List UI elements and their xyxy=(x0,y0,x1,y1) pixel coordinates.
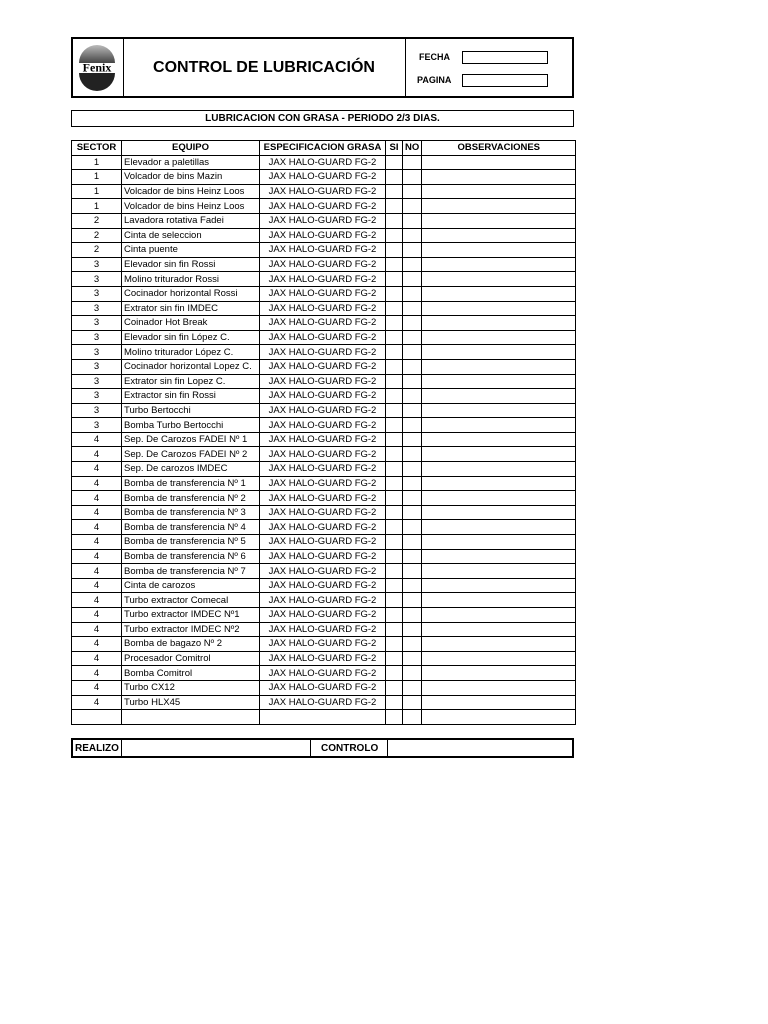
cell-no[interactable] xyxy=(403,710,422,725)
cell-sector: 4 xyxy=(72,680,122,695)
cell-no[interactable] xyxy=(403,535,422,550)
header-no: NO xyxy=(403,141,422,156)
cell-observaciones[interactable] xyxy=(422,680,576,695)
cell-si[interactable] xyxy=(386,374,403,389)
table-row xyxy=(72,535,576,550)
cell-especificacion: JAX HALO-GUARD FG-2 xyxy=(260,651,386,666)
cell-no[interactable] xyxy=(403,695,422,710)
table-row xyxy=(72,680,576,695)
cell-si[interactable] xyxy=(386,447,403,462)
cell-no[interactable] xyxy=(403,403,422,418)
cell-especificacion: JAX HALO-GUARD FG-2 xyxy=(260,695,386,710)
cell-observaciones[interactable] xyxy=(422,564,576,579)
table-row xyxy=(72,491,576,506)
cell-especificacion: JAX HALO-GUARD FG-2 xyxy=(260,608,386,623)
table-row xyxy=(72,432,576,447)
cell-si[interactable] xyxy=(386,651,403,666)
cell-sector: 3 xyxy=(72,286,122,301)
table-row xyxy=(72,637,576,652)
table-row xyxy=(72,593,576,608)
header-observaciones: OBSERVACIONES xyxy=(422,141,576,156)
cell-si[interactable] xyxy=(386,520,403,535)
table-row xyxy=(72,257,576,272)
cell-equipo: Cocinador horizontal Lopez C. xyxy=(122,359,260,374)
cell-especificacion: JAX HALO-GUARD FG-2 xyxy=(260,418,386,433)
cell-observaciones[interactable] xyxy=(422,257,576,272)
cell-no[interactable] xyxy=(403,447,422,462)
cell-si[interactable] xyxy=(386,432,403,447)
cell-sector: 3 xyxy=(72,316,122,331)
controlo-field[interactable] xyxy=(388,740,572,756)
cell-equipo: Bomba de transferencia Nº 3 xyxy=(122,505,260,520)
cell-sector: 4 xyxy=(72,564,122,579)
table-row xyxy=(72,374,576,389)
cell-no[interactable] xyxy=(403,184,422,199)
cell-especificacion: JAX HALO-GUARD FG-2 xyxy=(260,184,386,199)
cell-sector: 1 xyxy=(72,170,122,185)
lubrication-table xyxy=(71,140,576,725)
cell-sector: 4 xyxy=(72,476,122,491)
cell-equipo: Turbo HLX45 xyxy=(122,695,260,710)
cell-sector: 4 xyxy=(72,578,122,593)
cell-observaciones[interactable] xyxy=(422,710,576,725)
cell-observaciones[interactable] xyxy=(422,330,576,345)
table-row xyxy=(72,476,576,491)
cell-sector: 1 xyxy=(72,184,122,199)
cell-equipo: Extrator sin fin Lopez C. xyxy=(122,374,260,389)
cell-sector: 3 xyxy=(72,330,122,345)
cell-sector: 3 xyxy=(72,359,122,374)
cell-sector: 4 xyxy=(72,505,122,520)
cell-si[interactable] xyxy=(386,272,403,287)
header-equipo: EQUIPO xyxy=(122,141,260,156)
fecha-label: FECHA xyxy=(419,52,450,62)
cell-no[interactable] xyxy=(403,345,422,360)
cell-no[interactable] xyxy=(403,462,422,477)
cell-equipo: Turbo extractor IMDEC Nº2 xyxy=(122,622,260,637)
cell-no[interactable] xyxy=(403,418,422,433)
cell-observaciones[interactable] xyxy=(422,243,576,258)
cell-especificacion: JAX HALO-GUARD FG-2 xyxy=(260,301,386,316)
cell-equipo: Volcador de bins Mazin xyxy=(122,170,260,185)
cell-equipo: Molino triturador López C. xyxy=(122,345,260,360)
cell-no[interactable] xyxy=(403,257,422,272)
cell-si[interactable] xyxy=(386,213,403,228)
cell-no[interactable] xyxy=(403,666,422,681)
cell-observaciones[interactable] xyxy=(422,578,576,593)
cell-equipo: Sep. De Carozos FADEI Nº 1 xyxy=(122,432,260,447)
cell-si[interactable] xyxy=(386,155,403,170)
cell-especificacion: JAX HALO-GUARD FG-2 xyxy=(260,593,386,608)
cell-si[interactable] xyxy=(386,330,403,345)
cell-no[interactable] xyxy=(403,608,422,623)
cell-observaciones[interactable] xyxy=(422,403,576,418)
cell-sector: 3 xyxy=(72,374,122,389)
cell-equipo: Bomba de transferencia Nº 7 xyxy=(122,564,260,579)
cell-especificacion: JAX HALO-GUARD FG-2 xyxy=(260,170,386,185)
cell-especificacion xyxy=(260,710,386,725)
cell-sector: 3 xyxy=(72,257,122,272)
cell-especificacion: JAX HALO-GUARD FG-2 xyxy=(260,272,386,287)
cell-no[interactable] xyxy=(403,389,422,404)
cell-observaciones[interactable] xyxy=(422,535,576,550)
cell-equipo: Bomba Turbo Bertocchi xyxy=(122,418,260,433)
cell-equipo: Turbo CX12 xyxy=(122,680,260,695)
cell-especificacion: JAX HALO-GUARD FG-2 xyxy=(260,243,386,258)
cell-no[interactable] xyxy=(403,155,422,170)
table-row xyxy=(72,389,576,404)
table-row xyxy=(72,345,576,360)
cell-observaciones[interactable] xyxy=(422,622,576,637)
cell-observaciones[interactable] xyxy=(422,213,576,228)
cell-observaciones[interactable] xyxy=(422,199,576,214)
cell-sector: 4 xyxy=(72,593,122,608)
fenix-logo-icon xyxy=(73,39,121,96)
table-row xyxy=(72,330,576,345)
table-row xyxy=(72,243,576,258)
signature-footer xyxy=(71,738,574,758)
cell-observaciones[interactable] xyxy=(422,462,576,477)
table-row xyxy=(72,403,576,418)
footer-divider xyxy=(310,740,311,756)
cell-si[interactable] xyxy=(386,564,403,579)
cell-equipo: Molino triturador Rossi xyxy=(122,272,260,287)
cell-no[interactable] xyxy=(403,199,422,214)
cell-especificacion: JAX HALO-GUARD FG-2 xyxy=(260,462,386,477)
table-row xyxy=(72,651,576,666)
cell-equipo: Turbo extractor Comecal xyxy=(122,593,260,608)
cell-si[interactable] xyxy=(386,389,403,404)
cell-no[interactable] xyxy=(403,491,422,506)
cell-equipo: Cinta de carozos xyxy=(122,578,260,593)
cell-equipo: Volcador de bins Heinz Loos xyxy=(122,184,260,199)
cell-equipo: Bomba de transferencia Nº 1 xyxy=(122,476,260,491)
cell-especificacion: JAX HALO-GUARD FG-2 xyxy=(260,549,386,564)
table-row xyxy=(72,155,576,170)
cell-sector xyxy=(72,710,122,725)
cell-equipo: Turbo extractor IMDEC Nº1 xyxy=(122,608,260,623)
cell-especificacion: JAX HALO-GUARD FG-2 xyxy=(260,345,386,360)
cell-especificacion: JAX HALO-GUARD FG-2 xyxy=(260,359,386,374)
cell-equipo: Turbo Bertocchi xyxy=(122,403,260,418)
table-row xyxy=(72,462,576,477)
cell-observaciones[interactable] xyxy=(422,228,576,243)
cell-sector: 4 xyxy=(72,666,122,681)
cell-equipo: Elevador sin fin Rossi xyxy=(122,257,260,272)
cell-observaciones[interactable] xyxy=(422,418,576,433)
cell-sector: 3 xyxy=(72,345,122,360)
cell-no[interactable] xyxy=(403,272,422,287)
cell-equipo: Elevador sin fin López C. xyxy=(122,330,260,345)
cell-equipo: Sep. De Carozos FADEI Nº 2 xyxy=(122,447,260,462)
cell-especificacion: JAX HALO-GUARD FG-2 xyxy=(260,505,386,520)
cell-si[interactable] xyxy=(386,666,403,681)
cell-si[interactable] xyxy=(386,695,403,710)
cell-observaciones[interactable] xyxy=(422,184,576,199)
cell-no[interactable] xyxy=(403,549,422,564)
cell-si[interactable] xyxy=(386,286,403,301)
header-block xyxy=(71,37,574,98)
table-row xyxy=(72,578,576,593)
table-header-row xyxy=(72,141,576,156)
realizo-field[interactable] xyxy=(122,740,310,756)
cell-sector: 3 xyxy=(72,272,122,287)
cell-observaciones[interactable] xyxy=(422,155,576,170)
table-row xyxy=(72,170,576,185)
cell-equipo: Sep. De carozos IMDEC xyxy=(122,462,260,477)
table-row xyxy=(72,549,576,564)
cell-no[interactable] xyxy=(403,637,422,652)
cell-sector: 3 xyxy=(72,418,122,433)
cell-si[interactable] xyxy=(386,608,403,623)
cell-sector: 1 xyxy=(72,155,122,170)
fecha-field[interactable] xyxy=(462,51,548,64)
cell-no[interactable] xyxy=(403,593,422,608)
cell-sector: 3 xyxy=(72,389,122,404)
cell-sector: 2 xyxy=(72,213,122,228)
cell-sector: 4 xyxy=(72,432,122,447)
table-row xyxy=(72,520,576,535)
header-si: SI xyxy=(386,141,403,156)
cell-no[interactable] xyxy=(403,243,422,258)
cell-especificacion: JAX HALO-GUARD FG-2 xyxy=(260,680,386,695)
cell-observaciones[interactable] xyxy=(422,170,576,185)
cell-equipo: Extrator sin fin IMDEC xyxy=(122,301,260,316)
table-row xyxy=(72,286,576,301)
cell-especificacion: JAX HALO-GUARD FG-2 xyxy=(260,666,386,681)
cell-si[interactable] xyxy=(386,243,403,258)
cell-sector: 4 xyxy=(72,695,122,710)
table-row xyxy=(72,359,576,374)
cell-especificacion: JAX HALO-GUARD FG-2 xyxy=(260,564,386,579)
cell-equipo: Bomba de transferencia Nº 4 xyxy=(122,520,260,535)
cell-si[interactable] xyxy=(386,462,403,477)
cell-si[interactable] xyxy=(386,301,403,316)
cell-equipo: Extractor sin fin Rossi xyxy=(122,389,260,404)
cell-sector: 2 xyxy=(72,228,122,243)
cell-especificacion: JAX HALO-GUARD FG-2 xyxy=(260,330,386,345)
cell-observaciones[interactable] xyxy=(422,549,576,564)
cell-equipo: Coinador Hot Break xyxy=(122,316,260,331)
page-title: CONTROL DE LUBRICACIÓN xyxy=(123,39,406,96)
cell-especificacion: JAX HALO-GUARD FG-2 xyxy=(260,286,386,301)
cell-sector: 4 xyxy=(72,462,122,477)
table-row xyxy=(72,199,576,214)
cell-no[interactable] xyxy=(403,680,422,695)
cell-no[interactable] xyxy=(403,316,422,331)
cell-no[interactable] xyxy=(403,651,422,666)
cell-si[interactable] xyxy=(386,170,403,185)
table-row xyxy=(72,710,576,725)
cell-especificacion: JAX HALO-GUARD FG-2 xyxy=(260,432,386,447)
logo-text: Fenix xyxy=(82,60,112,75)
cell-sector: 4 xyxy=(72,447,122,462)
cell-especificacion: JAX HALO-GUARD FG-2 xyxy=(260,199,386,214)
cell-no[interactable] xyxy=(403,301,422,316)
cell-si[interactable] xyxy=(386,199,403,214)
cell-equipo xyxy=(122,710,260,725)
cell-no[interactable] xyxy=(403,170,422,185)
cell-si[interactable] xyxy=(386,622,403,637)
cell-equipo: Bomba de transferencia Nº 6 xyxy=(122,549,260,564)
cell-si[interactable] xyxy=(386,257,403,272)
cell-especificacion: JAX HALO-GUARD FG-2 xyxy=(260,491,386,506)
cell-observaciones[interactable] xyxy=(422,608,576,623)
cell-sector: 2 xyxy=(72,243,122,258)
header-sector: SECTOR xyxy=(72,141,122,156)
table-row xyxy=(72,695,576,710)
cell-observaciones[interactable] xyxy=(422,389,576,404)
cell-sector: 4 xyxy=(72,549,122,564)
cell-especificacion: JAX HALO-GUARD FG-2 xyxy=(260,374,386,389)
cell-si[interactable] xyxy=(386,228,403,243)
cell-especificacion: JAX HALO-GUARD FG-2 xyxy=(260,535,386,550)
cell-equipo: Cinta de seleccion xyxy=(122,228,260,243)
table-row xyxy=(72,418,576,433)
cell-observaciones[interactable] xyxy=(422,520,576,535)
table-row xyxy=(72,184,576,199)
table-row xyxy=(72,608,576,623)
cell-observaciones[interactable] xyxy=(422,432,576,447)
cell-no[interactable] xyxy=(403,432,422,447)
cell-especificacion: JAX HALO-GUARD FG-2 xyxy=(260,447,386,462)
cell-especificacion: JAX HALO-GUARD FG-2 xyxy=(260,155,386,170)
cell-no[interactable] xyxy=(403,213,422,228)
cell-si[interactable] xyxy=(386,345,403,360)
table-row xyxy=(72,213,576,228)
cell-especificacion: JAX HALO-GUARD FG-2 xyxy=(260,520,386,535)
cell-si[interactable] xyxy=(386,549,403,564)
cell-no[interactable] xyxy=(403,564,422,579)
cell-si[interactable] xyxy=(386,710,403,725)
cell-equipo: Volcador de bins Heinz Loos xyxy=(122,199,260,214)
pagina-label: PAGINA xyxy=(417,75,452,85)
cell-observaciones[interactable] xyxy=(422,666,576,681)
cell-si[interactable] xyxy=(386,476,403,491)
cell-no[interactable] xyxy=(403,374,422,389)
cell-equipo: Bomba Comitrol xyxy=(122,666,260,681)
cell-equipo: Procesador Comitrol xyxy=(122,651,260,666)
cell-observaciones[interactable] xyxy=(422,447,576,462)
cell-equipo: Bomba de bagazo Nº 2 xyxy=(122,637,260,652)
pagina-field[interactable] xyxy=(462,74,548,87)
cell-especificacion: JAX HALO-GUARD FG-2 xyxy=(260,257,386,272)
table-row xyxy=(72,564,576,579)
cell-equipo: Bomba de transferencia Nº 5 xyxy=(122,535,260,550)
realizo-label: REALIZO xyxy=(75,742,119,754)
cell-sector: 4 xyxy=(72,520,122,535)
cell-especificacion: JAX HALO-GUARD FG-2 xyxy=(260,637,386,652)
cell-observaciones[interactable] xyxy=(422,345,576,360)
cell-equipo: Cinta puente xyxy=(122,243,260,258)
cell-sector: 4 xyxy=(72,651,122,666)
cell-no[interactable] xyxy=(403,505,422,520)
table-row xyxy=(72,622,576,637)
cell-no[interactable] xyxy=(403,578,422,593)
cell-si[interactable] xyxy=(386,637,403,652)
cell-si[interactable] xyxy=(386,593,403,608)
table-row xyxy=(72,447,576,462)
cell-si[interactable] xyxy=(386,184,403,199)
cell-especificacion: JAX HALO-GUARD FG-2 xyxy=(260,622,386,637)
cell-observaciones[interactable] xyxy=(422,476,576,491)
cell-si[interactable] xyxy=(386,505,403,520)
cell-observaciones[interactable] xyxy=(422,359,576,374)
cell-observaciones[interactable] xyxy=(422,505,576,520)
cell-si[interactable] xyxy=(386,418,403,433)
header-especificacion: ESPECIFICACION GRASA xyxy=(260,141,386,156)
cell-no[interactable] xyxy=(403,622,422,637)
cell-observaciones[interactable] xyxy=(422,286,576,301)
table-row xyxy=(72,228,576,243)
cell-no[interactable] xyxy=(403,228,422,243)
table-row xyxy=(72,316,576,331)
cell-sector: 4 xyxy=(72,491,122,506)
cell-observaciones[interactable] xyxy=(422,593,576,608)
cell-equipo: Lavadora rotativa Fadei xyxy=(122,213,260,228)
cell-sector: 4 xyxy=(72,535,122,550)
cell-si[interactable] xyxy=(386,578,403,593)
cell-observaciones[interactable] xyxy=(422,637,576,652)
cell-sector: 4 xyxy=(72,637,122,652)
cell-especificacion: JAX HALO-GUARD FG-2 xyxy=(260,316,386,331)
cell-sector: 4 xyxy=(72,608,122,623)
table-row xyxy=(72,505,576,520)
cell-si[interactable] xyxy=(386,316,403,331)
cell-no[interactable] xyxy=(403,476,422,491)
cell-especificacion: JAX HALO-GUARD FG-2 xyxy=(260,389,386,404)
table-row xyxy=(72,272,576,287)
cell-observaciones[interactable] xyxy=(422,374,576,389)
cell-sector: 3 xyxy=(72,301,122,316)
cell-observaciones[interactable] xyxy=(422,491,576,506)
cell-observaciones[interactable] xyxy=(422,651,576,666)
cell-sector: 3 xyxy=(72,403,122,418)
cell-si[interactable] xyxy=(386,491,403,506)
cell-sector: 4 xyxy=(72,622,122,637)
table-row xyxy=(72,666,576,681)
cell-observaciones[interactable] xyxy=(422,316,576,331)
cell-no[interactable] xyxy=(403,520,422,535)
cell-equipo: Cocinador horizontal Rossi xyxy=(122,286,260,301)
cell-no[interactable] xyxy=(403,359,422,374)
cell-sector: 1 xyxy=(72,199,122,214)
cell-especificacion: JAX HALO-GUARD FG-2 xyxy=(260,228,386,243)
cell-especificacion: JAX HALO-GUARD FG-2 xyxy=(260,476,386,491)
cell-si[interactable] xyxy=(386,535,403,550)
cell-si[interactable] xyxy=(386,403,403,418)
controlo-label: CONTROLO xyxy=(321,742,379,754)
cell-observaciones[interactable] xyxy=(422,272,576,287)
cell-especificacion: JAX HALO-GUARD FG-2 xyxy=(260,578,386,593)
cell-equipo: Elevador a paletillas xyxy=(122,155,260,170)
cell-equipo: Bomba de transferencia Nº 2 xyxy=(122,491,260,506)
cell-observaciones[interactable] xyxy=(422,695,576,710)
cell-especificacion: JAX HALO-GUARD FG-2 xyxy=(260,403,386,418)
cell-especificacion: JAX HALO-GUARD FG-2 xyxy=(260,213,386,228)
cell-observaciones[interactable] xyxy=(422,301,576,316)
table-row xyxy=(72,301,576,316)
cell-no[interactable] xyxy=(403,286,422,301)
company-logo xyxy=(73,39,124,96)
cell-si[interactable] xyxy=(386,680,403,695)
section-subtitle: LUBRICACION CON GRASA - PERIODO 2/3 DIAS. xyxy=(71,110,574,127)
cell-si[interactable] xyxy=(386,359,403,374)
cell-no[interactable] xyxy=(403,330,422,345)
